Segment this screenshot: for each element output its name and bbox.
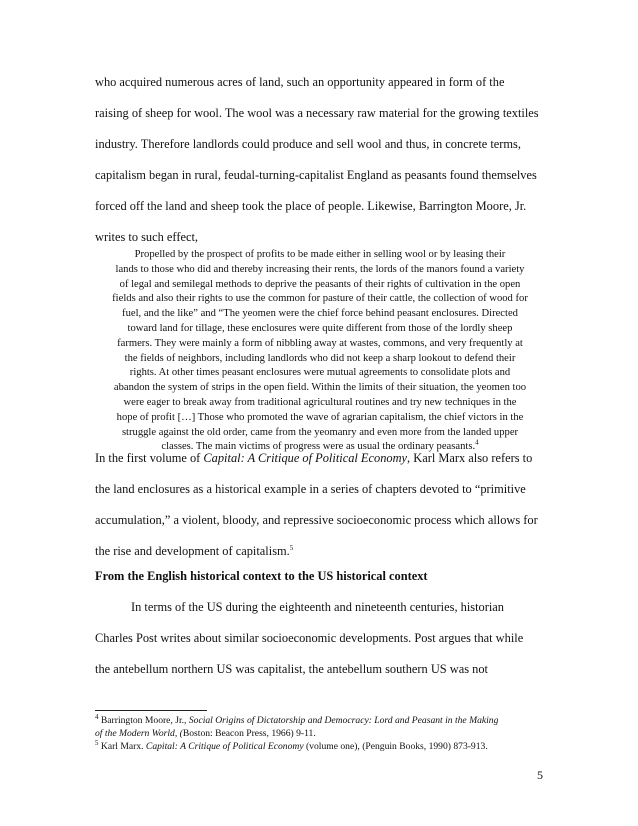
quote-last-text: classes. The main victims of progress were as usual the ordinary peasants. xyxy=(161,441,476,453)
body-line: the land enclosures as a historical example in a series of chapters devoted to “primitive xyxy=(95,482,526,496)
footnote-4-cont xyxy=(95,727,550,740)
quote-line: struggle against the old order, came from the yeomanry and even more from the landed upper xyxy=(121,426,519,438)
quote-line: were eager to break away from traditional agricultural routines and try new techniques in the xyxy=(123,396,517,408)
quote-line: rights. At other times peasant enclosures were mutual agreements to consolidate plots and xyxy=(129,367,511,379)
body-line: In terms of the US during the eighteenth and nineteenth centuries, historian xyxy=(131,600,504,614)
footnote-4 xyxy=(95,714,550,727)
body-line: the antebellum northern US was capitalist, the antebellum southern US was not xyxy=(95,662,488,676)
body-line: who acquired numerous acres of land, such an opportunity appeared in form of the xyxy=(95,75,505,89)
body-line: forced off the land and sheep took the place of people. Likewise, Barrington Moore, Jr. xyxy=(95,199,527,213)
quote-line: lands to those who did and thereby increasing their rents, the lords of the manors found a variety xyxy=(115,263,525,275)
body-line: capitalism began in rural, feudal-turning-capitalist England as peasants found themselves xyxy=(95,168,537,182)
footnote-number: 5 xyxy=(95,738,99,747)
quote-line: farmers. They were mainly a form of nibbling away at wastes, commons, and very frequently at xyxy=(117,337,523,349)
body-line: accumulation,” a violent, bloody, and repressive socioeconomic process which allows for xyxy=(95,513,538,527)
body-line xyxy=(95,451,545,466)
footnote-ref: 4 xyxy=(475,438,479,447)
text-run: the rise and development of capitalism. xyxy=(95,544,290,558)
body-line: writes to such effect, xyxy=(95,230,198,244)
quote-line: of legal and semilegal methods to deprive the peasants of their rights of cultivation in the open xyxy=(119,278,521,290)
page-number: 5 xyxy=(537,768,543,782)
section-heading: From the English historical context to the US historical context xyxy=(95,569,428,583)
body-line: raising of sheep for wool. The wool was a necessary raw material for the growing textiles xyxy=(95,106,539,120)
body-line xyxy=(95,544,545,559)
footnote-title: of the Modern World, ( xyxy=(95,728,183,739)
book-title: Capital: A Critique of Political Economy xyxy=(203,451,408,465)
body-line: industry. Therefore landlords could produce and sell wool and thus, in concrete terms, xyxy=(95,137,521,151)
quote-line: fields and also their rights to use the common for pasture of their cattle, the collection of wood for xyxy=(112,293,528,305)
text-run: In the first volume of xyxy=(95,451,204,465)
body-line: Charles Post writes about similar socioeconomic developments. Post argues that while xyxy=(95,631,524,645)
quote-line: hope of profit […] Those who promoted the wave of agrarian capitalism, the chief victors in the xyxy=(116,411,524,423)
quote-line: fuel, and the like” and “The yeomen were the chief force behind peasant enclosures. Directed xyxy=(122,308,518,320)
footnote-title: Capital: A Critique of Political Economy xyxy=(145,741,304,752)
footnote-separator xyxy=(95,710,207,711)
footnote-author: Karl Marx. xyxy=(98,741,146,752)
footnote-author: Barrington Moore, Jr., xyxy=(98,715,189,726)
quote-line: abandon the system of strips in the open field. Within the limits of their situation, the yeomen too xyxy=(113,382,527,394)
footnote-number: 4 xyxy=(95,712,99,721)
footnote-rest: (volume one), (Penguin Books, 1990) 873-913. xyxy=(303,741,488,752)
text-run: , Karl Marx also refers to xyxy=(407,451,533,465)
footnote-ref: 5 xyxy=(289,543,294,552)
footnote-5 xyxy=(95,740,550,753)
quote-line: the fields of neighbors, including landlords who did not keep a sharp lookout to defend their xyxy=(124,352,516,364)
footnote-rest: Boston: Beacon Press, 1966) 9-11. xyxy=(182,728,316,739)
footnote-title: Social Origins of Dictatorship and Democracy: Lord and Peasant in the Making xyxy=(188,715,499,726)
block-quote xyxy=(94,248,546,455)
quote-line: Propelled by the prospect of profits to be made either in selling wool or by leasing their xyxy=(134,249,506,260)
quote-line: toward land for tillage, these enclosures were quite different from those of the lordly sheep xyxy=(127,322,513,334)
